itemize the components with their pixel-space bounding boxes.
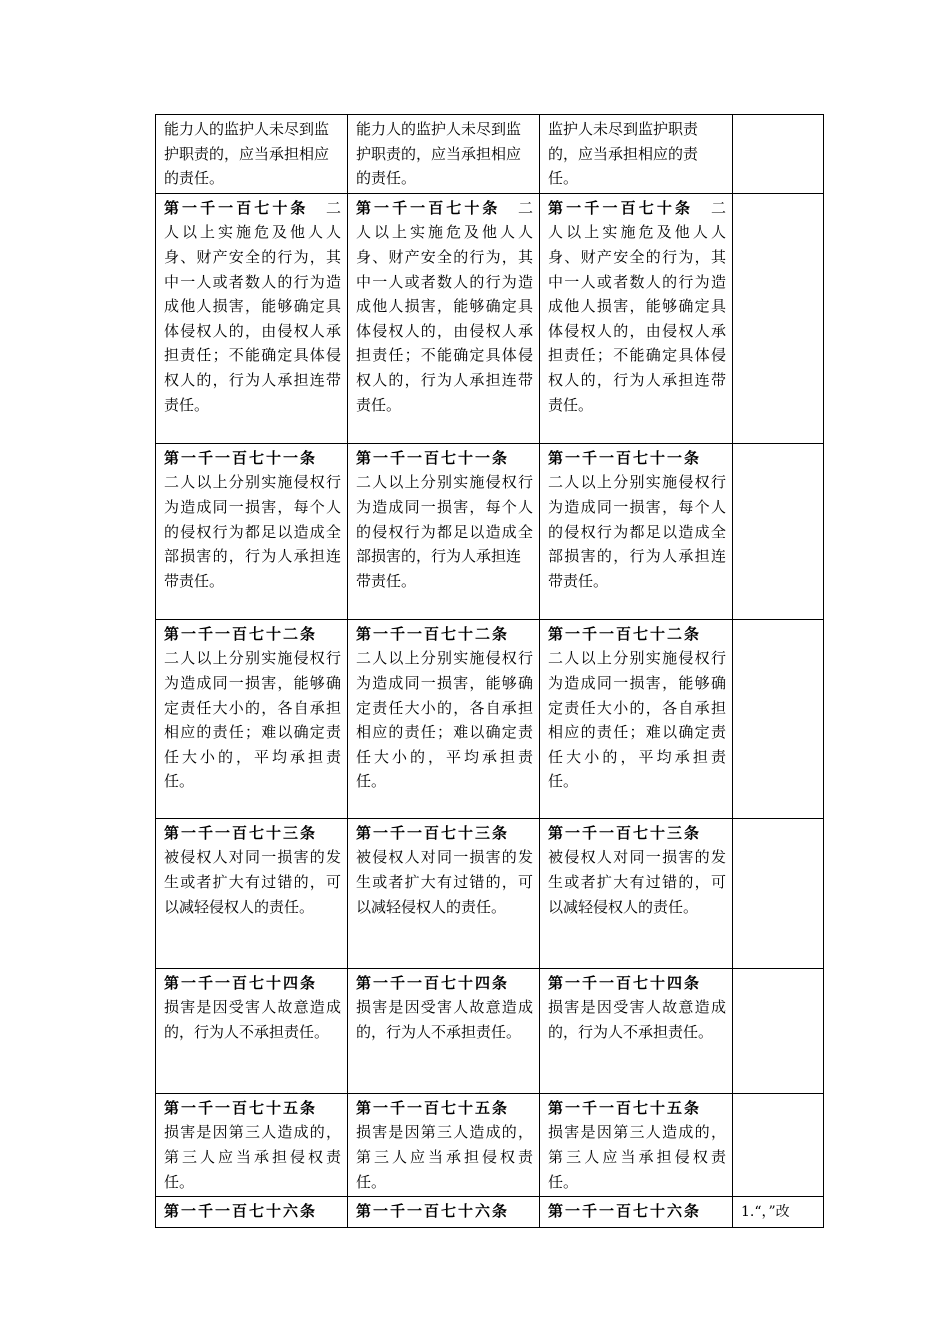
- article-text: 损害是因第三人造成的，第三人应当承担侵权责任。: [548, 1123, 726, 1191]
- table-cell: [156, 1197, 348, 1228]
- table-cell: [540, 115, 733, 194]
- article-number: 第一千一百七十六条: [164, 1202, 318, 1221]
- table-cell: [156, 968, 348, 1093]
- table-cell: [156, 1093, 348, 1196]
- article-number: 第一千一百七十条: [356, 198, 501, 217]
- article-number: 第一千一百七十一条: [164, 448, 318, 467]
- article-text: 损害是因第三人造成的，第三人应当承担侵权责任。: [356, 1123, 533, 1191]
- article-text: 二人以上实施危及他人人身、财产安全的行为，其中一人或者数人的行为造成他人损害，能够确定具体侵权人的，由侵权人承担责任；不能确定具体侵权人的，行为人承担连带责任。: [164, 198, 341, 414]
- article-number: 第一千一百七十二条: [164, 624, 318, 643]
- table-cell: [156, 115, 348, 194]
- table-row: [156, 619, 824, 818]
- article-number: 第一千一百七十四条: [548, 973, 702, 992]
- table-cell: [540, 443, 733, 619]
- article-number: 第一千一百七十条: [548, 198, 694, 217]
- article-number: 第一千一百七十五条: [548, 1098, 702, 1117]
- table-cell: [348, 818, 540, 968]
- article-text: 二人以上实施危及他人人身、财产安全的行为，其中一人或者数人的行为造成他人损害，能够确定具体侵权人的，由侵权人承担责任；不能确定具体侵权人的，行为人承担连带责任。: [356, 198, 533, 414]
- article-number: 第一千一百七十四条: [164, 973, 318, 992]
- article-number: 第一千一百七十一条: [548, 448, 702, 467]
- table-cell: [540, 1093, 733, 1196]
- note-cell: [733, 115, 824, 194]
- note-cell: [733, 818, 824, 968]
- article-number: 第一千一百七十条: [164, 198, 309, 217]
- note-cell: [733, 1093, 824, 1196]
- article-number: 第一千一百七十六条: [548, 1202, 702, 1221]
- table-row: [156, 443, 824, 619]
- table-row: [156, 818, 824, 968]
- article-text: 监护人未尽到监护职责的，应当承担相应的责任。: [548, 120, 699, 188]
- article-number: 第一千一百七十一条: [356, 448, 510, 467]
- article-text: 二人以上分别实施侵权行为造成同一损害，每个人的侵权行为都足以造成全部损害的，行为人承担连带责任。: [164, 473, 341, 590]
- table-cell: [348, 443, 540, 619]
- note-cell: [733, 619, 824, 818]
- table-row: [156, 968, 824, 1093]
- table-cell: [540, 193, 733, 443]
- table-row: [156, 115, 824, 194]
- table-row: [156, 1093, 824, 1196]
- article-number: 第一千一百七十二条: [356, 624, 510, 643]
- article-text: 二人以上分别实施侵权行为造成同一损害，能够确定责任大小的，各自承担相应的责任；难以确定责任大小的，平均承担责任。: [548, 649, 726, 791]
- article-number: 第一千一百七十五条: [164, 1098, 318, 1117]
- article-text: 损害是因第三人造成的，第三人应当承担侵权责任。: [164, 1123, 341, 1191]
- table-row: [156, 1197, 824, 1228]
- article-text: 能力人的监护人未尽到监护职责的，应当承担相应的责任。: [164, 120, 330, 188]
- note-cell: [733, 1197, 824, 1228]
- table-cell: [348, 115, 540, 194]
- article-text: 二人以上分别实施侵权行为造成同一损害，能够确定责任大小的，各自承担相应的责任；难以确定责任大小的，平均承担责任。: [164, 649, 341, 791]
- article-text: 二人以上分别实施侵权行为造成同一损害，每个人的侵权行为都足以造成全部损害的，行为人承担连 带责任。: [356, 473, 533, 590]
- table-cell: [156, 193, 348, 443]
- article-text: 损害是因受害人故意造成的，行为人不承担责任。: [548, 998, 726, 1041]
- article-text: 被侵权人对同一损害的发生或者扩大有过错的，可以减轻侵权人的责任。: [164, 848, 341, 916]
- table-cell: [348, 1093, 540, 1196]
- table-cell: [540, 818, 733, 968]
- table-cell: [156, 443, 348, 619]
- table-cell: [348, 1197, 540, 1228]
- table-cell: [540, 1197, 733, 1228]
- article-number: 第一千一百七十三条: [548, 823, 702, 842]
- article-text: 被侵权人对同一损害的发生或者扩大有过错的，可以减轻侵权人的责任。: [356, 848, 533, 916]
- table-cell: [156, 818, 348, 968]
- note-cell: [733, 443, 824, 619]
- table-cell: [348, 968, 540, 1093]
- article-number: 第一千一百七十五条: [356, 1098, 510, 1117]
- article-text: 二人以上实施危及他人人身、财产安全的行为，其中一人或者数人的行为造成他人损害，能够确定具体侵权人的，由侵权人承担责任；不能确定具体侵权人的，行为人承担连带责任。: [548, 198, 726, 414]
- article-text: 损害是因受害人故意造成的，行为人不承担责任。: [164, 998, 341, 1041]
- article-text: 被侵权人对同一损害的发生或者扩大有过错的，可以减轻侵权人的责任。: [548, 848, 726, 916]
- article-text: 二人以上分别实施侵权行为造成同一损害，每个人的侵权行为都足以造成全部损害的，行为人承担连带责任。: [548, 473, 726, 590]
- article-text: 能力人的监护人未尽到监护职责的，应当承担相应的责任。: [356, 120, 522, 188]
- note-cell: [733, 968, 824, 1093]
- note-cell: [733, 193, 824, 443]
- table-cell: [540, 619, 733, 818]
- article-number: 第一千一百七十三条: [164, 823, 318, 842]
- table-row: [156, 193, 824, 443]
- table-cell: [540, 968, 733, 1093]
- comparison-table: [155, 114, 824, 1228]
- article-number: 第一千一百七十三条: [356, 823, 510, 842]
- table-cell: [348, 193, 540, 443]
- article-number: 第一千一百七十四条: [356, 973, 510, 992]
- note-text: 1.“，”改: [741, 1204, 790, 1221]
- article-text: 二人以上分别实施侵权行为造成同一损害，能够确定责任大小的，各自承担相应的责任；难以确定责任大小的，平均承担责任。: [356, 649, 533, 791]
- article-number: 第一千一百七十六条: [356, 1202, 510, 1221]
- table-cell: [156, 619, 348, 818]
- article-number: 第一千一百七十二条: [548, 624, 702, 643]
- table-cell: [348, 619, 540, 818]
- article-text: 损害是因受害人故意造成的，行为人不承担责任。: [356, 998, 533, 1041]
